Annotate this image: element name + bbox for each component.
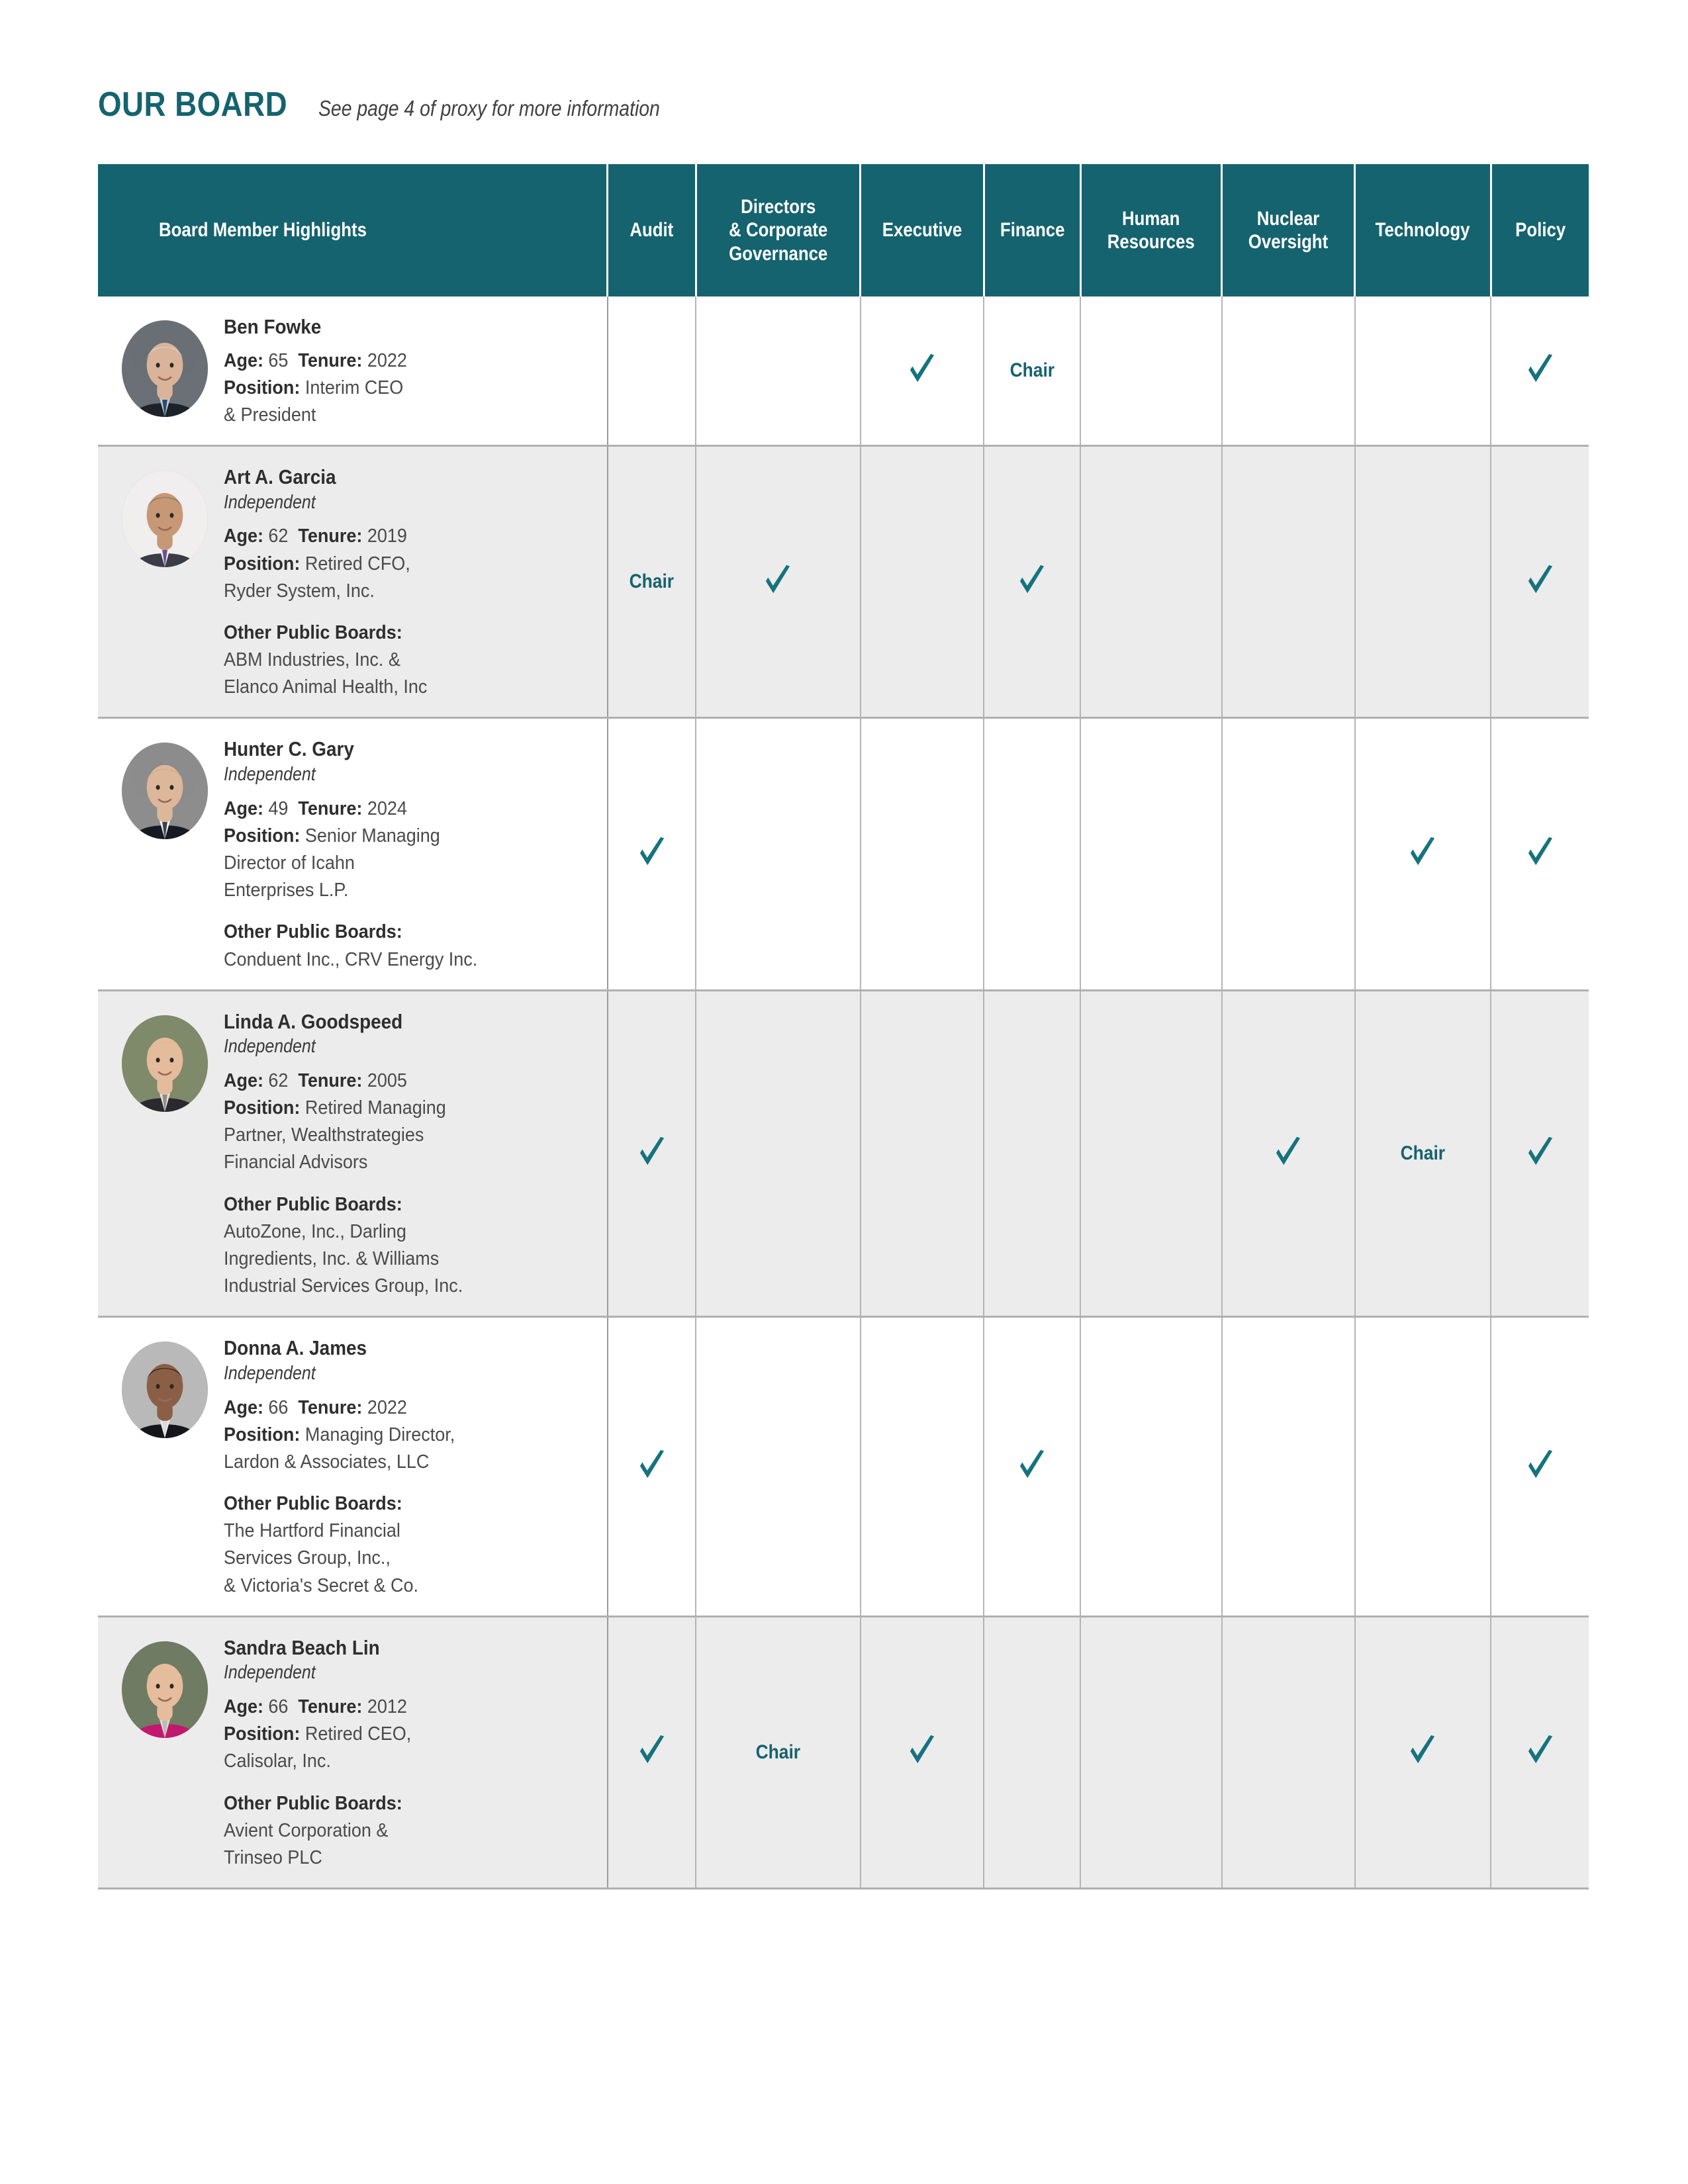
hr-line-2: Resources <box>1107 231 1195 253</box>
check-icon <box>907 1733 937 1768</box>
table-row <box>98 296 1589 446</box>
independence-label: Independent <box>224 1036 316 1058</box>
position-line: Calisolar, Inc. <box>224 1751 331 1772</box>
committee-cell-policy <box>1491 990 1589 1317</box>
board-member-cell <box>98 1616 608 1888</box>
other-public-boards-label: Other Public Boards: <box>224 1493 402 1515</box>
board-member-bio <box>122 463 594 701</box>
check-icon <box>1525 352 1556 387</box>
committee-cell-directors-corporate-governance <box>696 296 860 446</box>
nuclear-line-1: Nuclear <box>1256 207 1320 230</box>
committee-cell-technology <box>1355 1616 1491 1888</box>
check-icon <box>1525 1135 1556 1169</box>
committee-cell-human-resources <box>1080 718 1221 990</box>
other-public-boards-line: & Victoria's Secret & Co. <box>224 1574 418 1596</box>
committee-cell-policy <box>1491 1616 1589 1888</box>
board-member-name: Art A. Garcia <box>224 465 336 489</box>
committee-cell-policy <box>1491 1317 1589 1616</box>
committee-cell-policy <box>1491 718 1589 990</box>
nuclear-line-2: Oversight <box>1248 231 1329 253</box>
committee-cell-executive <box>861 296 984 446</box>
spacer <box>224 1776 594 1790</box>
other-public-boards-line: Avient Corporation & <box>224 1819 389 1841</box>
other-public-boards-line: The Hartford Financial <box>224 1520 400 1542</box>
board-member-name: Linda A. Goodspeed <box>224 1009 403 1033</box>
position-line: & President <box>224 404 316 426</box>
board-member-cell <box>98 990 608 1317</box>
other-public-boards-label: Other Public Boards: <box>224 1193 402 1215</box>
committee-cell-policy <box>1491 296 1589 446</box>
check-icon <box>763 563 793 598</box>
committee-cell-executive <box>861 1317 984 1616</box>
board-member-name: Sandra Beach Lin <box>224 1635 380 1659</box>
committee-cell-audit <box>608 990 696 1317</box>
committee-cell-finance <box>984 990 1080 1317</box>
position-line: Position: Senior Managing <box>224 825 440 846</box>
dcg-line-1: Directors <box>740 195 816 218</box>
age-tenure-line: Age: 65 Tenure: 2022 <box>224 349 407 371</box>
column-header-nuclear-oversight <box>1222 164 1355 296</box>
position-line: Director of Icahn <box>224 852 355 874</box>
table-row <box>98 446 1589 718</box>
board-member-details <box>224 1633 594 1872</box>
chair-label: Chair <box>1400 1142 1446 1164</box>
committee-cell-audit <box>608 1616 696 1888</box>
committee-cell-audit <box>608 718 696 990</box>
avatar <box>122 1015 208 1112</box>
check-icon <box>1525 835 1556 870</box>
age-tenure-line: Age: 66 Tenure: 2022 <box>224 1396 407 1418</box>
board-member-bio <box>122 1007 594 1300</box>
chair-label: Chair <box>1009 359 1055 382</box>
spacer <box>224 904 594 919</box>
independence-label: Independent <box>224 1362 316 1384</box>
board-member-name: Hunter C. Gary <box>224 737 354 761</box>
board-table <box>98 164 1589 1889</box>
committee-cell-directors-corporate-governance <box>696 1616 860 1888</box>
other-public-boards-line: ABM Industries, Inc. & <box>224 649 400 671</box>
avatar <box>122 320 208 417</box>
board-member-bio <box>122 1334 594 1599</box>
check-icon <box>637 835 667 870</box>
position-line: Partner, Wealthstrategies <box>224 1124 424 1146</box>
board-member-details <box>224 1334 594 1599</box>
other-public-boards-line: Ingredients, Inc. & Williams <box>224 1248 440 1269</box>
committee-cell-technology <box>1355 296 1491 446</box>
committee-cell-audit <box>608 296 696 446</box>
header-row <box>98 164 1589 296</box>
check-icon <box>1525 1733 1556 1768</box>
check-icon <box>1407 835 1438 870</box>
committee-cell-executive <box>861 446 984 718</box>
position-line: Position: Retired Managing <box>224 1097 446 1119</box>
age-tenure-line: Age: 62 Tenure: 2019 <box>224 525 407 547</box>
committee-cell-nuclear-oversight <box>1222 1317 1355 1616</box>
committee-cell-audit <box>608 1317 696 1616</box>
committee-cell-finance <box>984 1317 1080 1616</box>
independence-label: Independent <box>224 763 316 785</box>
column-header-audit: Audit <box>608 164 696 296</box>
committee-cell-nuclear-oversight <box>1222 296 1355 446</box>
committee-cell-executive <box>861 1616 984 1888</box>
other-public-boards-label: Other Public Boards: <box>224 621 402 643</box>
other-public-boards-line: AutoZone, Inc., Darling <box>224 1220 406 1242</box>
age-tenure-line: Age: 66 Tenure: 2012 <box>224 1696 407 1718</box>
committee-cell-finance <box>984 446 1080 718</box>
spacer <box>224 605 594 619</box>
table-row <box>98 990 1589 1317</box>
check-icon <box>1407 1733 1438 1768</box>
avatar <box>122 1342 208 1438</box>
committee-cell-nuclear-oversight <box>1222 718 1355 990</box>
position-line: Ryder System, Inc. <box>224 580 375 602</box>
board-member-name: Ben Fowke <box>224 315 322 338</box>
other-public-boards-line: Services Group, Inc., <box>224 1547 391 1569</box>
column-header-executive: Executive <box>861 164 984 296</box>
table-body <box>98 296 1589 1889</box>
check-icon <box>1017 1448 1047 1482</box>
check-icon <box>637 1733 667 1768</box>
committee-cell-policy <box>1491 446 1589 718</box>
table-row <box>98 1317 1589 1616</box>
table-row <box>98 718 1589 990</box>
committee-cell-human-resources <box>1080 1616 1221 1888</box>
position-line: Lardon & Associates, LLC <box>224 1451 430 1473</box>
committee-cell-directors-corporate-governance <box>696 446 860 718</box>
committee-cell-finance <box>984 1616 1080 1888</box>
board-member-details <box>224 312 594 429</box>
committee-cell-nuclear-oversight <box>1222 1616 1355 1888</box>
age-tenure-line: Age: 62 Tenure: 2005 <box>224 1069 407 1091</box>
other-public-boards-label: Other Public Boards: <box>224 921 402 943</box>
page-subtitle: See page 4 of proxy for more information <box>318 96 661 120</box>
avatar <box>122 1641 208 1738</box>
check-icon <box>637 1135 667 1169</box>
other-public-boards-label: Other Public Boards: <box>224 1792 402 1814</box>
age-tenure-line: Age: 49 Tenure: 2024 <box>224 797 407 819</box>
board-member-cell <box>98 446 608 718</box>
dcg-line-3: Governance <box>728 242 828 265</box>
check-icon <box>1017 563 1047 598</box>
committee-cell-directors-corporate-governance <box>696 1317 860 1616</box>
check-icon <box>1525 1448 1556 1482</box>
committee-cell-technology <box>1355 990 1491 1317</box>
page-heading <box>98 85 716 124</box>
committee-cell-technology <box>1355 446 1491 718</box>
spacer <box>224 1476 594 1490</box>
avatar <box>122 743 208 839</box>
chair-label: Chair <box>629 570 675 593</box>
independence-label: Independent <box>224 1662 316 1684</box>
committee-cell-human-resources <box>1080 1317 1221 1616</box>
committee-cell-nuclear-oversight <box>1222 446 1355 718</box>
committee-cell-human-resources <box>1080 296 1221 446</box>
committee-cell-human-resources <box>1080 446 1221 718</box>
page-title: OUR BOARD <box>98 85 288 124</box>
independence-label: Independent <box>224 491 316 513</box>
column-header-finance: Finance <box>984 164 1080 296</box>
other-public-boards-line: Conduent Inc., CRV Energy Inc. <box>224 948 478 970</box>
column-header-human-resources <box>1080 164 1221 296</box>
column-header-directors-corporate-governance <box>696 164 860 296</box>
committee-cell-directors-corporate-governance <box>696 990 860 1317</box>
committee-cell-executive <box>861 990 984 1317</box>
board-member-bio <box>122 735 594 973</box>
board-member-cell <box>98 718 608 990</box>
other-public-boards-line: Elanco Animal Health, Inc <box>224 676 428 698</box>
position-line: Financial Advisors <box>224 1152 368 1173</box>
position-line: Position: Retired CFO, <box>224 553 410 574</box>
position-line: Position: Managing Director, <box>224 1424 455 1445</box>
committee-cell-human-resources <box>1080 990 1221 1317</box>
hr-line-1: Human <box>1122 207 1180 230</box>
board-member-details <box>224 463 594 701</box>
position-line: Enterprises L.P. <box>224 880 349 901</box>
committee-cell-executive <box>861 718 984 990</box>
dcg-line-2: & Corporate <box>728 219 827 242</box>
committee-cell-audit <box>608 446 696 718</box>
check-icon <box>907 352 937 387</box>
column-header-policy: Policy <box>1515 219 1566 242</box>
board-member-cell <box>98 296 608 446</box>
table-row <box>98 1616 1589 1888</box>
committee-cell-nuclear-oversight <box>1222 990 1355 1317</box>
position-line: Position: Interim CEO <box>224 377 404 398</box>
committee-cell-finance <box>984 296 1080 446</box>
chair-label: Chair <box>755 1741 801 1763</box>
committee-cell-technology <box>1355 1317 1491 1616</box>
position-line: Position: Retired CEO, <box>224 1723 412 1745</box>
board-member-bio <box>122 1633 594 1872</box>
board-member-name: Donna A. James <box>224 1336 367 1360</box>
avatar <box>122 471 208 567</box>
check-icon <box>1273 1135 1303 1169</box>
column-header-highlights: Board Member Highlights <box>98 164 608 296</box>
committee-cell-directors-corporate-governance <box>696 718 860 990</box>
column-header-technology: Technology <box>1355 164 1491 296</box>
check-icon <box>1525 563 1556 598</box>
board-member-details <box>224 735 594 973</box>
board-member-bio <box>122 312 594 429</box>
other-public-boards-line: Trinseo PLC <box>224 1846 322 1868</box>
board-member-cell <box>98 1317 608 1616</box>
check-icon <box>637 1448 667 1482</box>
committee-cell-finance <box>984 718 1080 990</box>
board-member-details <box>224 1007 594 1300</box>
committee-cell-technology <box>1355 718 1491 990</box>
table-header <box>98 164 1589 296</box>
spacer <box>224 1177 594 1191</box>
other-public-boards-line: Industrial Services Group, Inc. <box>224 1275 463 1297</box>
